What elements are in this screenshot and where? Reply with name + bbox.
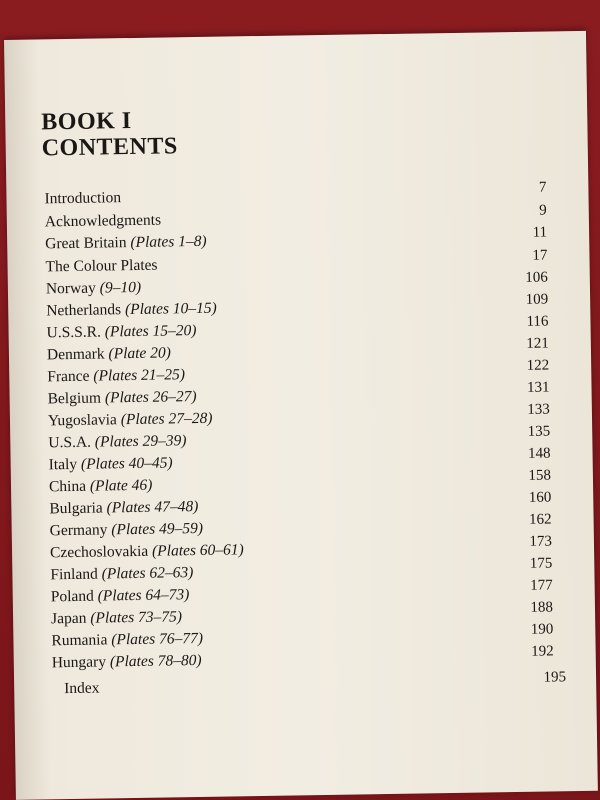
toc-entry-name: Bulgaria — [49, 499, 107, 518]
toc-entry-title — [50, 540, 244, 563]
toc-entry-page-number: 175 — [529, 555, 553, 572]
toc-entry-page-number: 177 — [530, 577, 553, 594]
toc-entry-name: Index — [64, 679, 100, 698]
toc-entry-plates: (Plates 10–15) — [124, 299, 217, 319]
toc-entry-plates: (Plates 49–59) — [111, 519, 204, 539]
show-through-text — [196, 171, 556, 208]
toc-entry-page-number: 148 — [527, 445, 551, 462]
toc-entry-name: Netherlands — [46, 301, 126, 320]
toc-entry-title — [50, 519, 204, 541]
toc-entry-page-number: 188 — [530, 599, 554, 616]
toc-entry-plates: (Plates 73–75) — [90, 608, 183, 627]
toc-entry-plates: (9–10) — [99, 278, 142, 297]
toc-entry-page-number: 122 — [526, 357, 550, 374]
toc-entry-name: Hungary — [51, 653, 111, 672]
toc-entry-plates: (Plates 1–8) — [130, 232, 207, 252]
toc-entry-title — [48, 431, 187, 453]
toc-entry-plates: (Plates 47–48) — [106, 498, 199, 517]
toc-entry-page-number: 17 — [532, 247, 548, 264]
toc-entry-plates: (Plates 40–45) — [80, 454, 173, 473]
toc-entry-title — [49, 497, 198, 519]
toc-entry-name: Japan — [50, 609, 91, 628]
toc-entry-plates: (Plates 78–80) — [109, 651, 202, 671]
toc-entry-title — [46, 278, 141, 299]
toc-entry-page-number: 131 — [526, 379, 550, 396]
toc-entry-page-number: 195 — [543, 669, 567, 686]
toc-entry-page-number: 135 — [527, 423, 551, 440]
toc-entry-page-number: 173 — [529, 533, 553, 550]
toc-entry-name: Belgium — [47, 389, 106, 408]
toc-entry-title — [47, 365, 185, 387]
toc-entry-plates: (Plates 62–63) — [101, 564, 194, 583]
toc-entry-name: Acknowledgments — [44, 211, 162, 231]
toc-entry-plates: (Plates 76–77) — [111, 629, 204, 649]
toc-entry-name: Germany — [49, 521, 112, 540]
toc-entry-title — [46, 321, 196, 343]
toc-entry-title — [51, 607, 182, 629]
toc-entry-title — [49, 476, 153, 498]
toc-entry-page-number: 116 — [526, 313, 549, 330]
toc-entry-plates: (Plates 64–73) — [97, 586, 190, 605]
book-page — [4, 31, 598, 800]
toc-entry-page-number: 158 — [528, 467, 552, 484]
toc-entry-name: Czechoslovakia — [49, 542, 153, 562]
toc-entry-title — [47, 387, 196, 409]
toc-entry-title — [47, 343, 171, 365]
toc-entry-page-number: 109 — [525, 291, 549, 308]
toc-entry-title — [45, 232, 207, 255]
toc-entry-title — [51, 585, 190, 607]
toc-entry-title — [51, 629, 203, 651]
toc-entry-plates: (Plates 29–39) — [94, 432, 187, 451]
toc-entry-plates: (Plates 27–28) — [120, 409, 213, 429]
toc-entry-name: Denmark — [46, 345, 109, 364]
toc-entry-name: France — [47, 367, 94, 386]
toc-entry-page-number: 7 — [538, 179, 547, 196]
toc-entry-plates: (Plates 21–25) — [93, 366, 186, 385]
toc-entry-title — [45, 211, 162, 233]
toc-entry-title — [50, 563, 193, 585]
toc-entry — [44, 179, 547, 208]
toc-entry-name: Poland — [50, 587, 98, 606]
book-number-title: BOOK I — [41, 108, 132, 136]
toc-entry-name: Introduction — [44, 189, 122, 208]
toc-entry-name: U.S.A. — [48, 433, 95, 452]
toc-entry-title — [64, 679, 100, 700]
contents-title: CONTENTS — [41, 133, 178, 162]
toc-entry-name: U.S.S.R. — [46, 323, 105, 342]
toc-entry — [64, 669, 567, 698]
toc-entry-page-number: 121 — [526, 335, 549, 352]
toc-entry-name: Finland — [50, 565, 102, 584]
toc-entry-name: Yugoslavia — [47, 411, 121, 430]
toc-entry-page-number: 162 — [528, 511, 552, 528]
toc-entry-page-number: 11 — [532, 224, 548, 241]
toc-entry-plates: (Plates 15–20) — [104, 322, 197, 341]
toc-entry-plates: (Plates 60–61) — [151, 541, 244, 560]
toc-entry-page-number: 160 — [528, 489, 552, 506]
toc-entry-title — [45, 256, 157, 278]
toc-entry-page-number: 192 — [531, 643, 554, 660]
toc-entry-page-number: 133 — [527, 401, 550, 418]
toc-entry-title — [48, 409, 213, 432]
toc-entry-plates: (Plate 46) — [89, 476, 153, 495]
toc-entry-name: Rumania — [51, 631, 112, 650]
toc-entry-name: Italy — [48, 455, 82, 474]
toc-entry-title — [52, 651, 202, 673]
toc-entry-page-number: 9 — [539, 202, 547, 219]
contents-heading — [41, 107, 178, 161]
toc-entry-name: Great Britain — [45, 234, 131, 253]
toc-entry-title — [49, 453, 173, 475]
toc-entry-name: The Colour Plates — [45, 256, 158, 276]
toc-entry-plates: (Plates 26–27) — [104, 388, 197, 407]
toc-entry-title — [46, 299, 217, 322]
toc-entry-title — [44, 188, 121, 209]
toc-entry-name: China — [48, 477, 91, 496]
toc-entry-plates: (Plate 20) — [108, 344, 172, 363]
toc-entry-name: Norway — [45, 279, 100, 298]
toc-entry-page-number: 106 — [525, 269, 548, 286]
toc-entry-page-number: 190 — [530, 621, 554, 638]
